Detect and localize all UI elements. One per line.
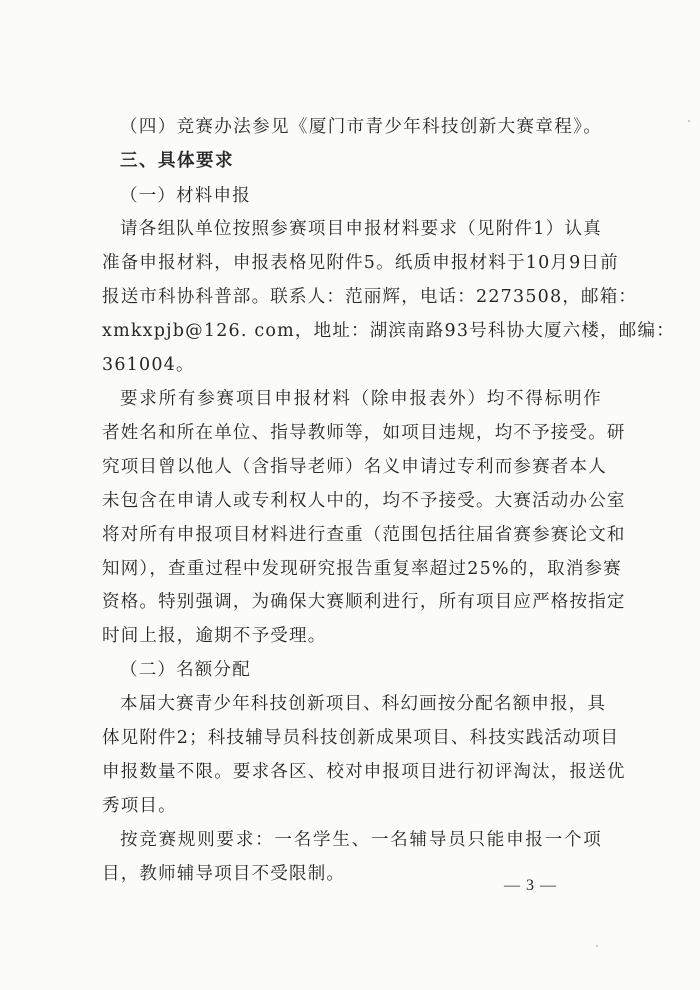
paragraph-line: 申报数量不限。要求各区、校对申报项目进行初评淘汰，报送优 [102,762,626,782]
paragraph-line: 将对所有申报项目材料进行查重（范围包括往届省赛参赛论文和 [102,525,626,545]
paragraph-line: 按竞赛规则要求：一名学生、一名辅导员只能申报一个项 [120,830,602,850]
paragraph-line: 究项目曾以他人（含指导老师）名义申请过专利而参赛者本人 [102,457,607,477]
paragraph-line: xmkxpjb@126. com，地址：湖滨南路93号科协大厦六楼，邮编： [102,321,675,341]
paragraph-line: 体见附件2；科技辅导员科技创新成果项目、科技实践活动项目 [102,728,620,748]
page-number: — 3 — [504,877,557,894]
scan-speck [596,945,598,947]
section-heading: 三、具体要求 [120,151,234,171]
paragraph-line: 知网），查重过程中发现研究报告重复率超过25%的，取消参赛 [102,559,622,579]
subheading-1: （一）材料申报 [120,186,251,206]
paragraph-line: 秀项目。 [102,796,177,816]
subheading-2: （二）名额分配 [120,660,251,680]
paragraph-line: 报送市科协科普部。联系人：范丽辉，电话：2273508，邮箱： [102,287,638,307]
paragraph-line: 目，教师辅导项目不受限制。 [102,864,346,884]
paragraph-line: 时间上报，逾期不予受理。 [102,626,327,646]
paragraph-line: 请各组队单位按照参赛项目申报材料要求（见附件1）认真 [120,219,602,239]
paragraph-line: 者姓名和所在单位、指导教师等，如项目违规，均不予接受。研 [102,423,626,443]
paragraph-line: 本届大赛青少年科技创新项目、科幻画按分配名额申报，具 [120,694,607,714]
paragraph-line: 资格。特别强调，为确保大赛顺利进行，所有项目应严格按指定 [102,592,626,612]
scan-speck [688,120,690,122]
paragraph-line: 未包含在申请人或专利权人中的，均不予接受。大赛活动办公室 [102,491,626,511]
paragraph-line: 准备申报材料，申报表格见附件5。纸质申报材料于10月9日前 [102,253,619,273]
section-4-text: （四）竞赛办法参见《厦门市青少年科技创新大赛章程》。 [120,117,602,137]
paragraph-line: 361004。 [102,355,195,375]
paragraph-line: 要求所有参赛项目申报材料（除申报表外）均不得标明作 [120,389,602,409]
